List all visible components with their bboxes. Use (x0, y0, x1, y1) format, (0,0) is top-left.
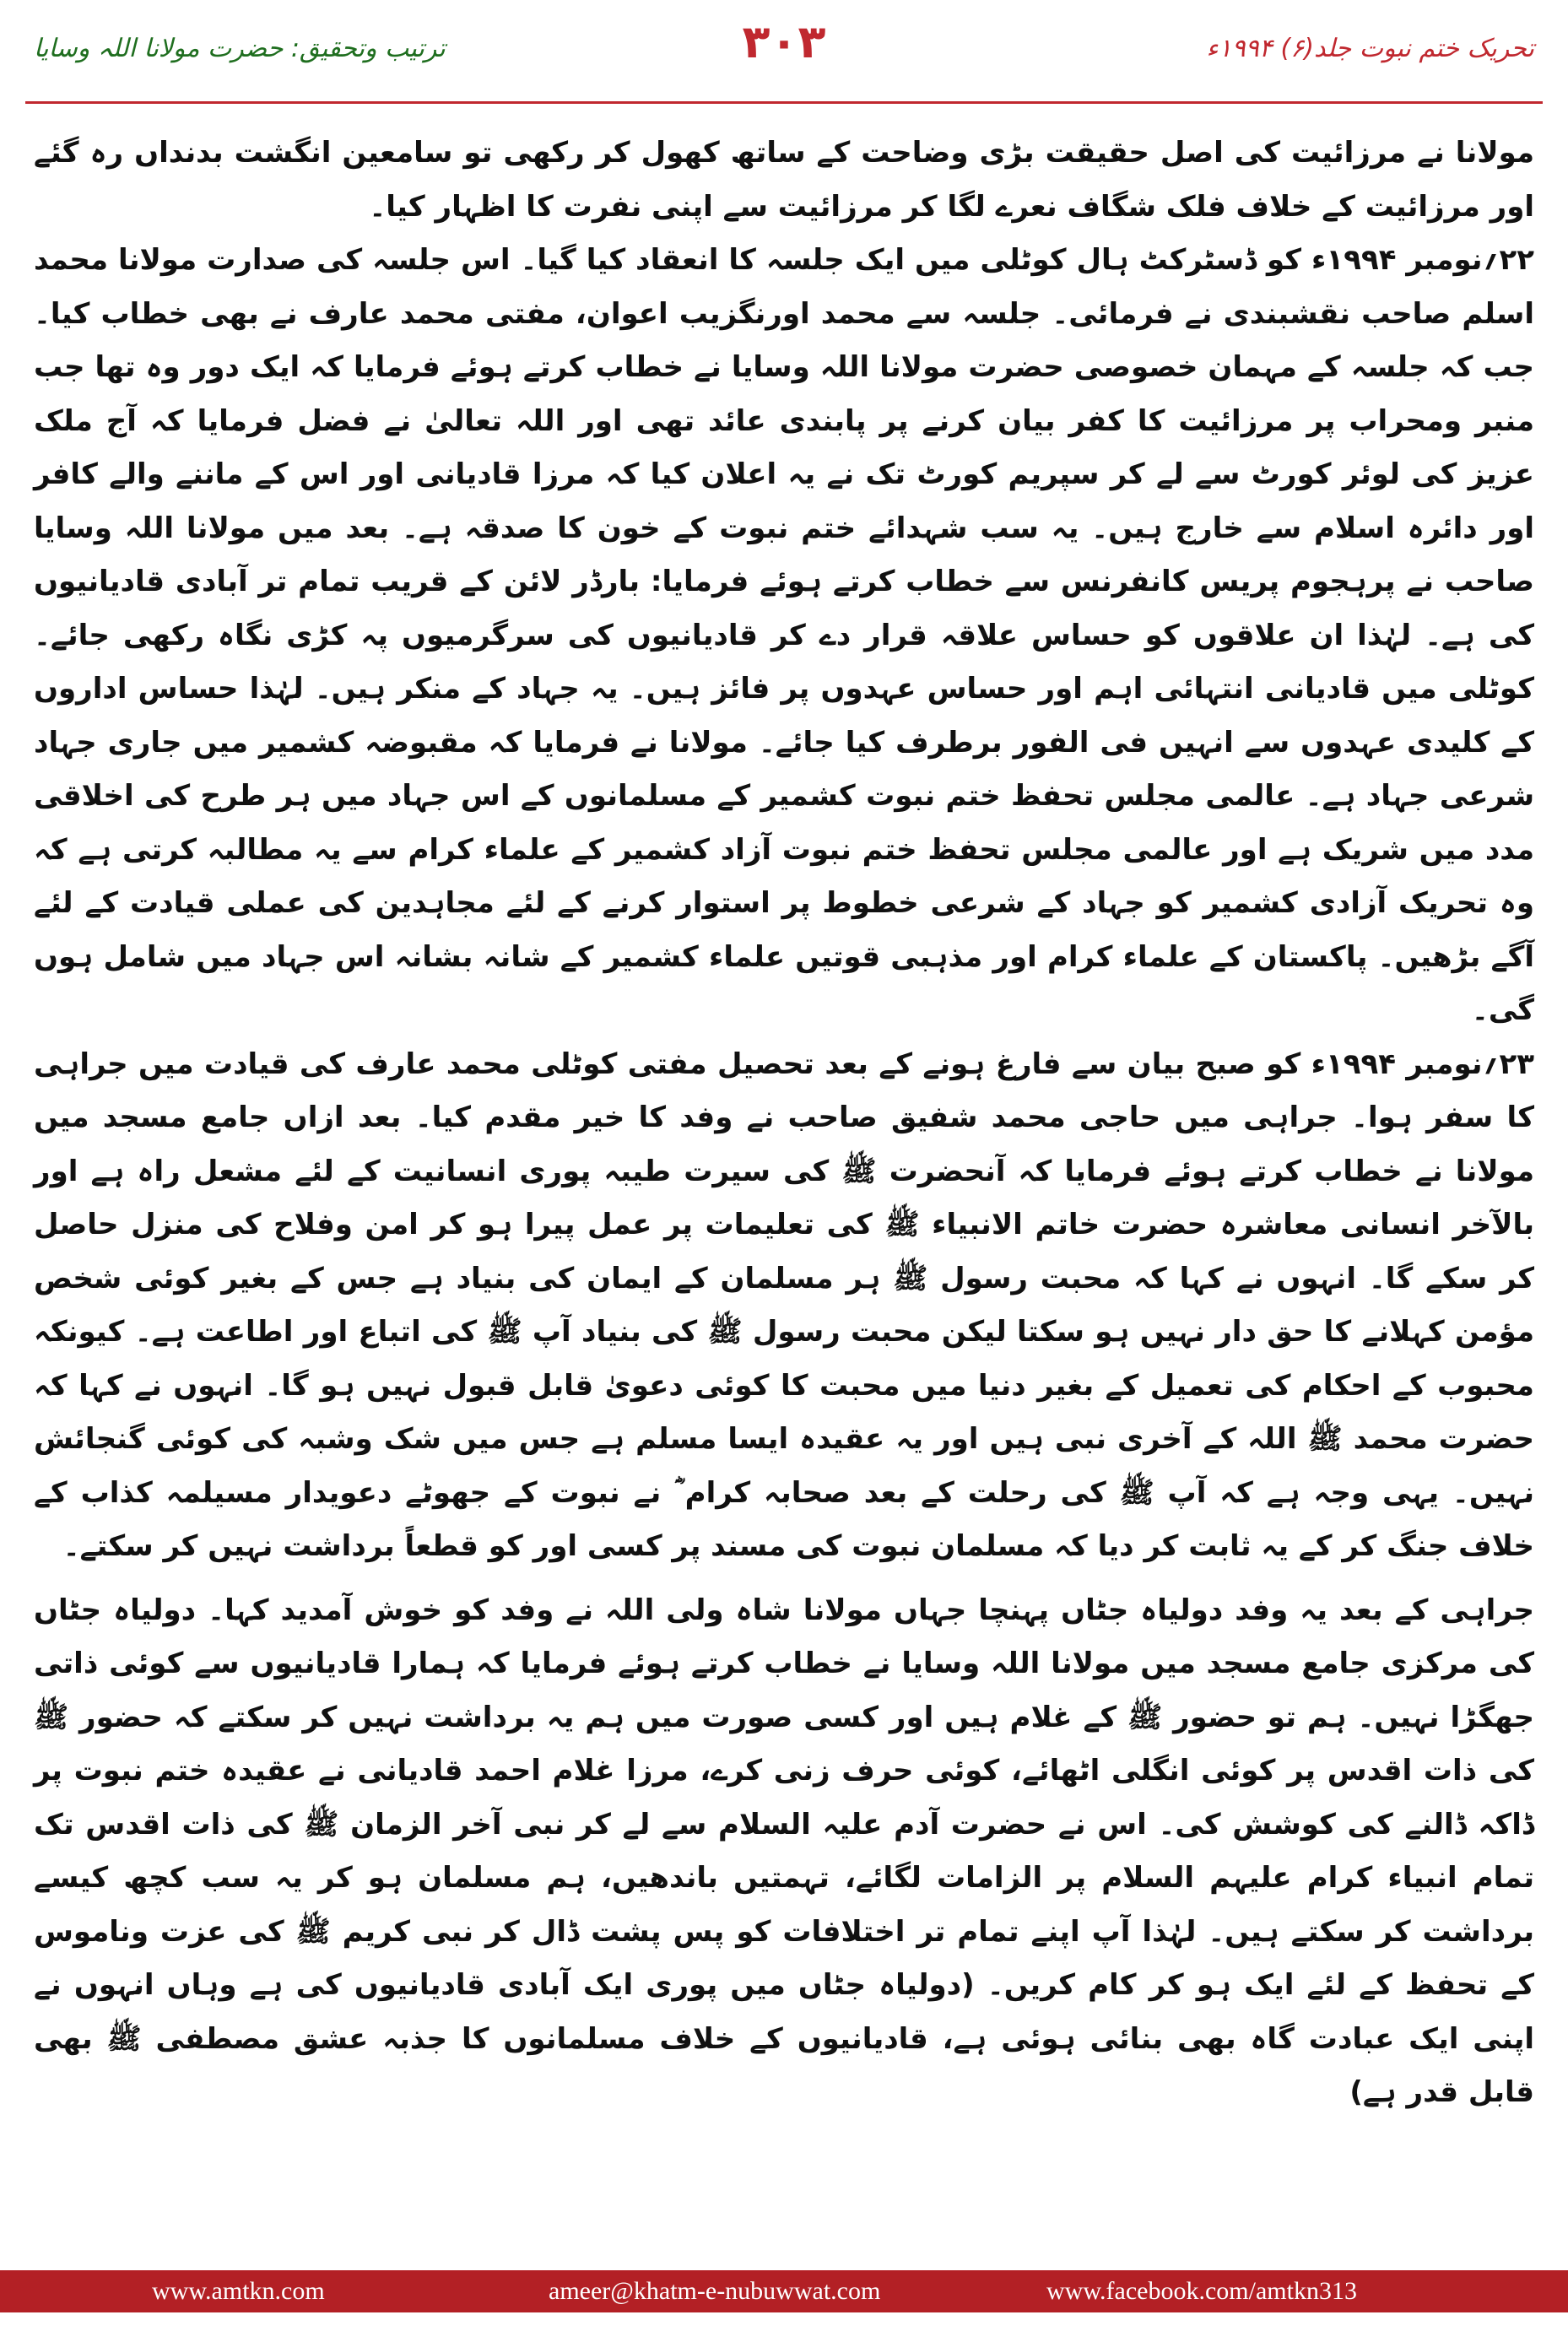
article-body (34, 127, 1534, 2211)
page-header (0, 0, 1568, 127)
email-link[interactable]: ameer@khatm-e-nubuwwat.com (549, 2277, 881, 2305)
page-number: ۳۰۳ (742, 15, 826, 68)
book-title: تحریک ختم نبوت جلد(۶) ۱۹۹۴ء (1206, 34, 1534, 63)
paragraph: ۲۲؍نومبر ۱۹۹۴ء کو ڈسٹرکٹ ہال کوٹلی میں ایک جلسہ کا انعقاد کیا گیا۔ اس جلسہ کی صدارت مولانا محمد اسلم صاحب نقشبندی نے فرمائی۔ جلسہ سے محمد اورنگزیب اعوان، مفتی محمد عارف نے بھی خطاب کیا۔ جب کہ جلسہ کے مہمان خصوصی حضرت مولانا اللہ وسایا نے خطاب کرتے ہوئے فرمایا کہ ایک دور وہ تھا جب منبر ومحراب پر مرزائیت کا کفر بیان کرنے پر پابندی عائد تھی اور اللہ تعالیٰ نے فضل فرمایا کہ آج ملک عزیز کی لوئر کورٹ سے لے کر سپریم کورٹ تک نے یہ اعلان کیا کہ مرزا قادیانی اور اس کے ماننے والے کافر اور دائرہ اسلام سے خارج ہیں۔ یہ سب شہدائے ختم نبوت کے خون کا صدقہ ہے۔ بعد میں مولانا اللہ وسایا صاحب نے پرہجوم پریس کانفرنس سے خطاب کرتے ہوئے فرمایا: بارڈر لائن کے قریب تمام تر آبادی قادیانیوں کی ہے۔ لہٰذا ان علاقوں کو حساس علاقہ قرار دے کر قادیانیوں کی سرگرمیوں پہ کڑی نگاہ رکھی جائے۔ کوٹلی میں قادیانی انتہائی اہم اور حساس عہدوں پر فائز ہیں۔ یہ جہاد کے منکر ہیں۔ لہٰذا حساس اداروں کے کلیدی عہدوں سے انہیں فی الفور برطرف کیا جائے۔ مولانا نے فرمایا کہ مقبوضہ کشمیر میں جاری جہاد شرعی جہاد ہے۔ عالمی مجلس تحفظ ختم نبوت کشمیر کے مسلمانوں کے اس جہاد میں ہر طرح کی اخلاقی مدد میں شریک ہے اور عالمی مجلس تحفظ ختم نبوت آزاد کشمیر کے علماء کرام سے یہ مطالبہ کرتی ہے کہ وہ تحریک آزادی کشمیر کو جہاد کے شرعی خطوط پر استوار کرنے کے لئے مجاہدین کی عملی قیادت کے لئے آگے بڑھیں۔ پاکستان کے علماء کرام اور مذہبی قوتیں علماء کشمیر کے شانہ بشانہ اس جہاد میں شامل ہوں گی۔ (34, 243, 1535, 1027)
paragraph: مولانا نے مرزائیت کی اصل حقیقت بڑی وضاحت کے ساتھ کھول کر رکھی تو سامعین انگشت بدنداں رہ گئے اور مرزائیت کے خلاف فلک شگاف نعرے لگا کر مرزائیت سے اپنی نفرت کا اظہار کیا۔ (34, 136, 1534, 224)
page-footer (0, 2270, 1568, 2312)
paragraph: ۲۳؍نومبر ۱۹۹۴ء کو صبح بیان سے فارغ ہونے کے بعد تحصیل مفتی کوٹلی محمد عارف کی قیادت میں جراہی کا سفر ہوا۔ جراہی میں حاجی محمد شفیق صاحب نے وفد کا خیر مقدم کیا۔ بعد ازاں جامع مسجد میں مولانا نے خطاب کرتے ہوئے فرمایا کہ آنحضرت ﷺ کی سیرت طیبہ پوری انسانیت کے لئے مشعل راہ ہے اور بالآخر انسانی معاشرہ حضرت خاتم الانبیاء ﷺ کی تعلیمات پر عمل پیرا ہو کر امن وفلاح کی منزل حاصل کر سکے گا۔ انہوں نے کہا کہ محبت رسول ﷺ ہر مسلمان کے ایمان کی بنیاد ہے جس کے بغیر کوئی شخص مؤمن کہلانے کا حق دار نہیں ہو سکتا لیکن محبت رسول ﷺ کی بنیاد آپ ﷺ کی اتباع اور اطاعت ہے۔ کیونکہ محبوب کے احکام کی تعمیل کے بغیر دنیا میں محبت کا کوئی دعویٰ قابل قبول نہیں ہو گا۔ انہوں نے کہا کہ حضرت محمد ﷺ اللہ کے آخری نبی ہیں اور یہ عقیدہ ایسا مسلم ہے جس میں شک وشبہ کی کوئی گنجائش نہیں۔ یہی وجہ ہے کہ آپ ﷺ کی رحلت کے بعد صحابہ کرام ؓ نے نبوت کے جھوٹے دعویدار مسیلمہ کذاب کے خلاف جنگ کر کے یہ ثابت کر دیا کہ مسلمان نبوت کی مسند پر کسی اور کو قطعاً برداشت نہیں کر سکتے۔ (34, 1047, 1535, 1563)
header-divider (25, 101, 1543, 104)
facebook-link[interactable]: www.facebook.com/amtkn313 (1046, 2277, 1357, 2305)
paragraph: جراہی کے بعد یہ وفد دولیاہ جٹاں پہنچا جہاں مولانا شاہ ولی اللہ نے وفد کو خوش آمدید کہا۔ دولیاہ جٹاں کی مرکزی جامع مسجد میں مولانا اللہ وسایا نے خطاب کرتے ہوئے فرمایا کہ ہمارا قادیانیوں سے کوئی ذاتی جھگڑا نہیں۔ ہم تو حضور ﷺ کے غلام ہیں اور کسی صورت میں ہم یہ برداشت نہیں کر سکتے کہ حضور ﷺ کی ذات اقدس پر کوئی انگلی اٹھائے، کوئی حرف زنی کرے، مرزا غلام احمد قادیانی نے عقیدہ ختم نبوت پر ڈاکہ ڈالنے کی کوشش کی۔ اس نے حضرت آدم علیہ السلام سے لے کر نبی آخر الزمان ﷺ کی ذات اقدس تک تمام انبیاء کرام علیہم السلام پر الزامات لگائے، تہمتیں باندھیں، ہم مسلمان ہو کر یہ سب کچھ کیسے برداشت کر سکتے ہیں۔ لہٰذا آپ اپنے تمام تر اختلافات کو پس پشت ڈال کر نبی کریم ﷺ کی عزت وناموس کے تحفظ کے لئے ایک ہو کر کام کریں۔ (دولیاہ جٹاں میں پوری ایک آبادی قادیانیوں کی ہے وہاں انہوں نے اپنی ایک عبادت گاہ بھی بنائی ہوئی ہے، قادیانیوں کے خلاف مسلمانوں کا جذبہ عشق مصطفی ﷺ بھی قابل قدر ہے) (34, 1593, 1534, 2109)
website-link[interactable]: www.amtkn.com (152, 2277, 325, 2305)
compiler-credit: ترتیب وتحقیق: حضرت مولانا اللہ وسایا (34, 34, 446, 63)
